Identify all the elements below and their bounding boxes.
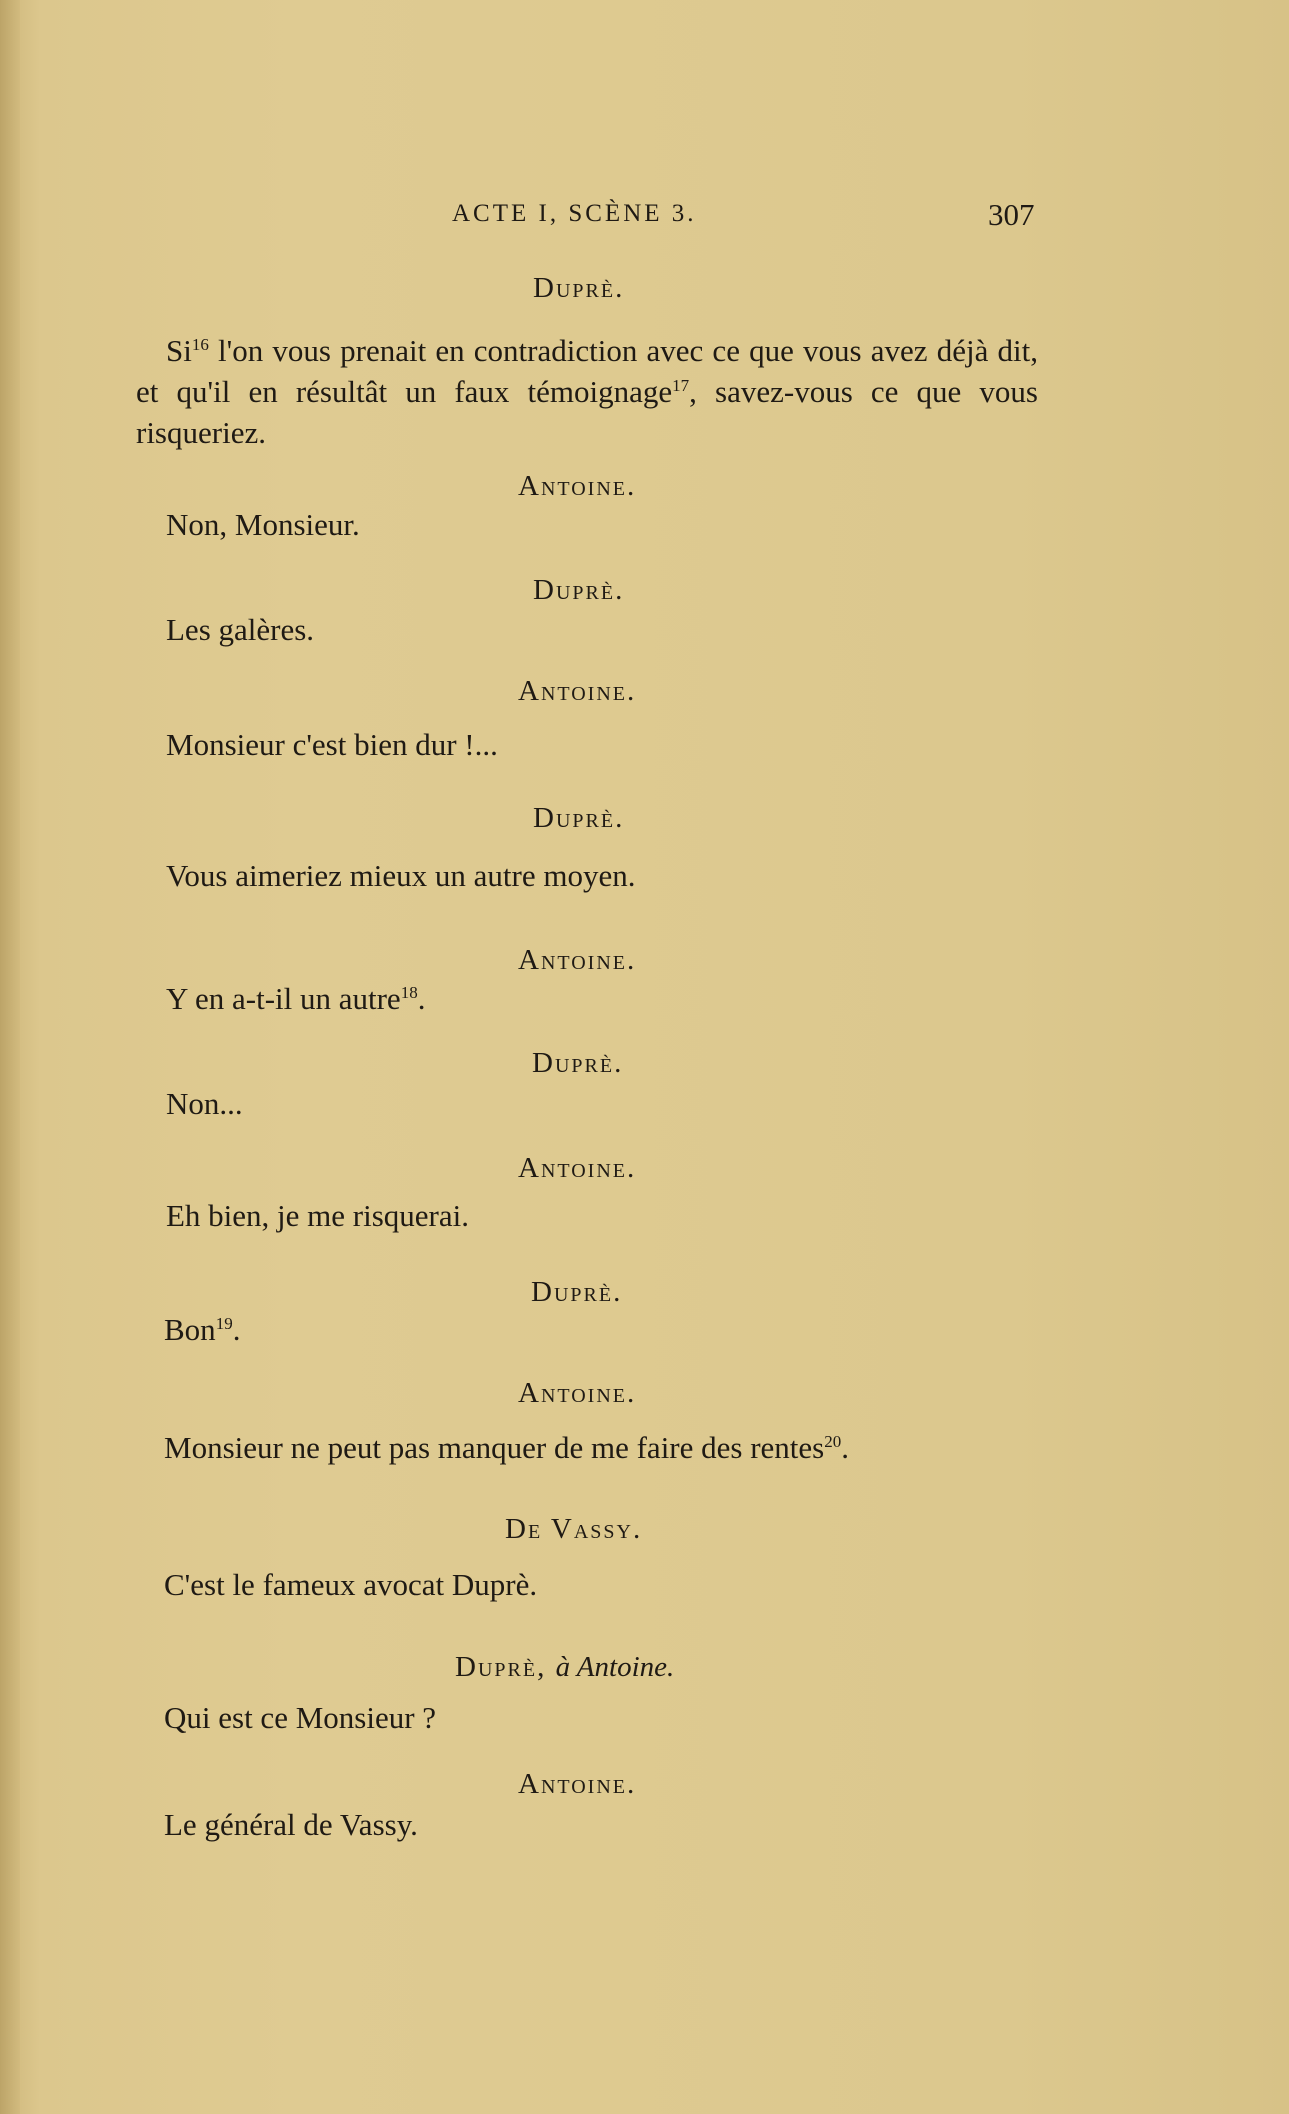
- speech-text: l'on vous prenait en contradiction avec ce que vous avez déjà dit, et qu'il en résultât un faux témoignage: [136, 333, 1038, 409]
- speaker-antoine: Antoine.: [518, 1152, 637, 1184]
- stage-direction: à Antoine.: [555, 1651, 675, 1683]
- speech-line: Le général de Vassy.: [164, 1807, 418, 1842]
- speech-text: .: [841, 1430, 849, 1465]
- speech-text: , savez-vous ce que vous risqueriez.: [136, 374, 1038, 450]
- speaker-dupre: Duprè.: [533, 574, 625, 606]
- book-spine-shadow: [0, 0, 20, 2114]
- page-number: 307: [988, 197, 1035, 232]
- speaker-antoine: Antoine.: [518, 1768, 637, 1800]
- speech-line: Monsieur c'est bien dur !...: [166, 727, 498, 762]
- speech-line: Non, Monsieur.: [166, 507, 360, 542]
- speech-line: Vous aimeriez mieux un autre moyen.: [166, 858, 636, 893]
- speaker-antoine: Antoine.: [518, 1377, 637, 1409]
- speaker-antoine: Antoine.: [518, 675, 637, 707]
- speech-text: Y en a-t-il un autre: [166, 981, 401, 1016]
- speech-text: .: [417, 981, 426, 1016]
- speech-line: [164, 1312, 240, 1348]
- speech-line: [164, 1430, 849, 1466]
- footnote-ref: 19: [215, 1314, 233, 1333]
- speaker-dupre: Duprè.: [531, 1276, 623, 1308]
- speaker-dupre: Duprè.: [532, 1047, 624, 1079]
- speech-text: Si: [166, 333, 192, 368]
- speech-line: Qui est ce Monsieur ?: [164, 1700, 437, 1735]
- speech-text: Bon: [164, 1312, 216, 1347]
- footnote-ref: 16: [191, 335, 209, 354]
- speaker-de-vassy: De Vassy.: [505, 1513, 643, 1545]
- speaker-dupre: Duprè.: [533, 802, 625, 834]
- running-head: ACTE I, SCÈNE 3.: [452, 200, 697, 227]
- footnote-ref: 17: [672, 376, 690, 395]
- speaker-antoine: Antoine.: [518, 944, 637, 976]
- speech-text: .: [232, 1312, 241, 1347]
- speech-text: Monsieur ne peut pas manquer de me faire des rentes: [164, 1430, 825, 1465]
- speech-line: Eh bien, je me risquerai.: [166, 1198, 470, 1233]
- speech-paragraph: [136, 330, 1038, 453]
- speech-line: Les galères.: [166, 612, 315, 647]
- speech-line: C'est le fameux avocat Duprè.: [164, 1567, 538, 1602]
- speaker-name: Duprè,: [455, 1651, 547, 1683]
- speech-line: Non...: [166, 1086, 243, 1121]
- footnote-ref: 18: [400, 983, 418, 1002]
- speech-line: [166, 981, 425, 1017]
- speaker-dupre-with-direction: [455, 1651, 674, 1684]
- footnote-ref: 20: [824, 1432, 842, 1451]
- speaker-antoine: Antoine.: [518, 470, 637, 502]
- speaker-dupre: Duprè.: [533, 272, 625, 304]
